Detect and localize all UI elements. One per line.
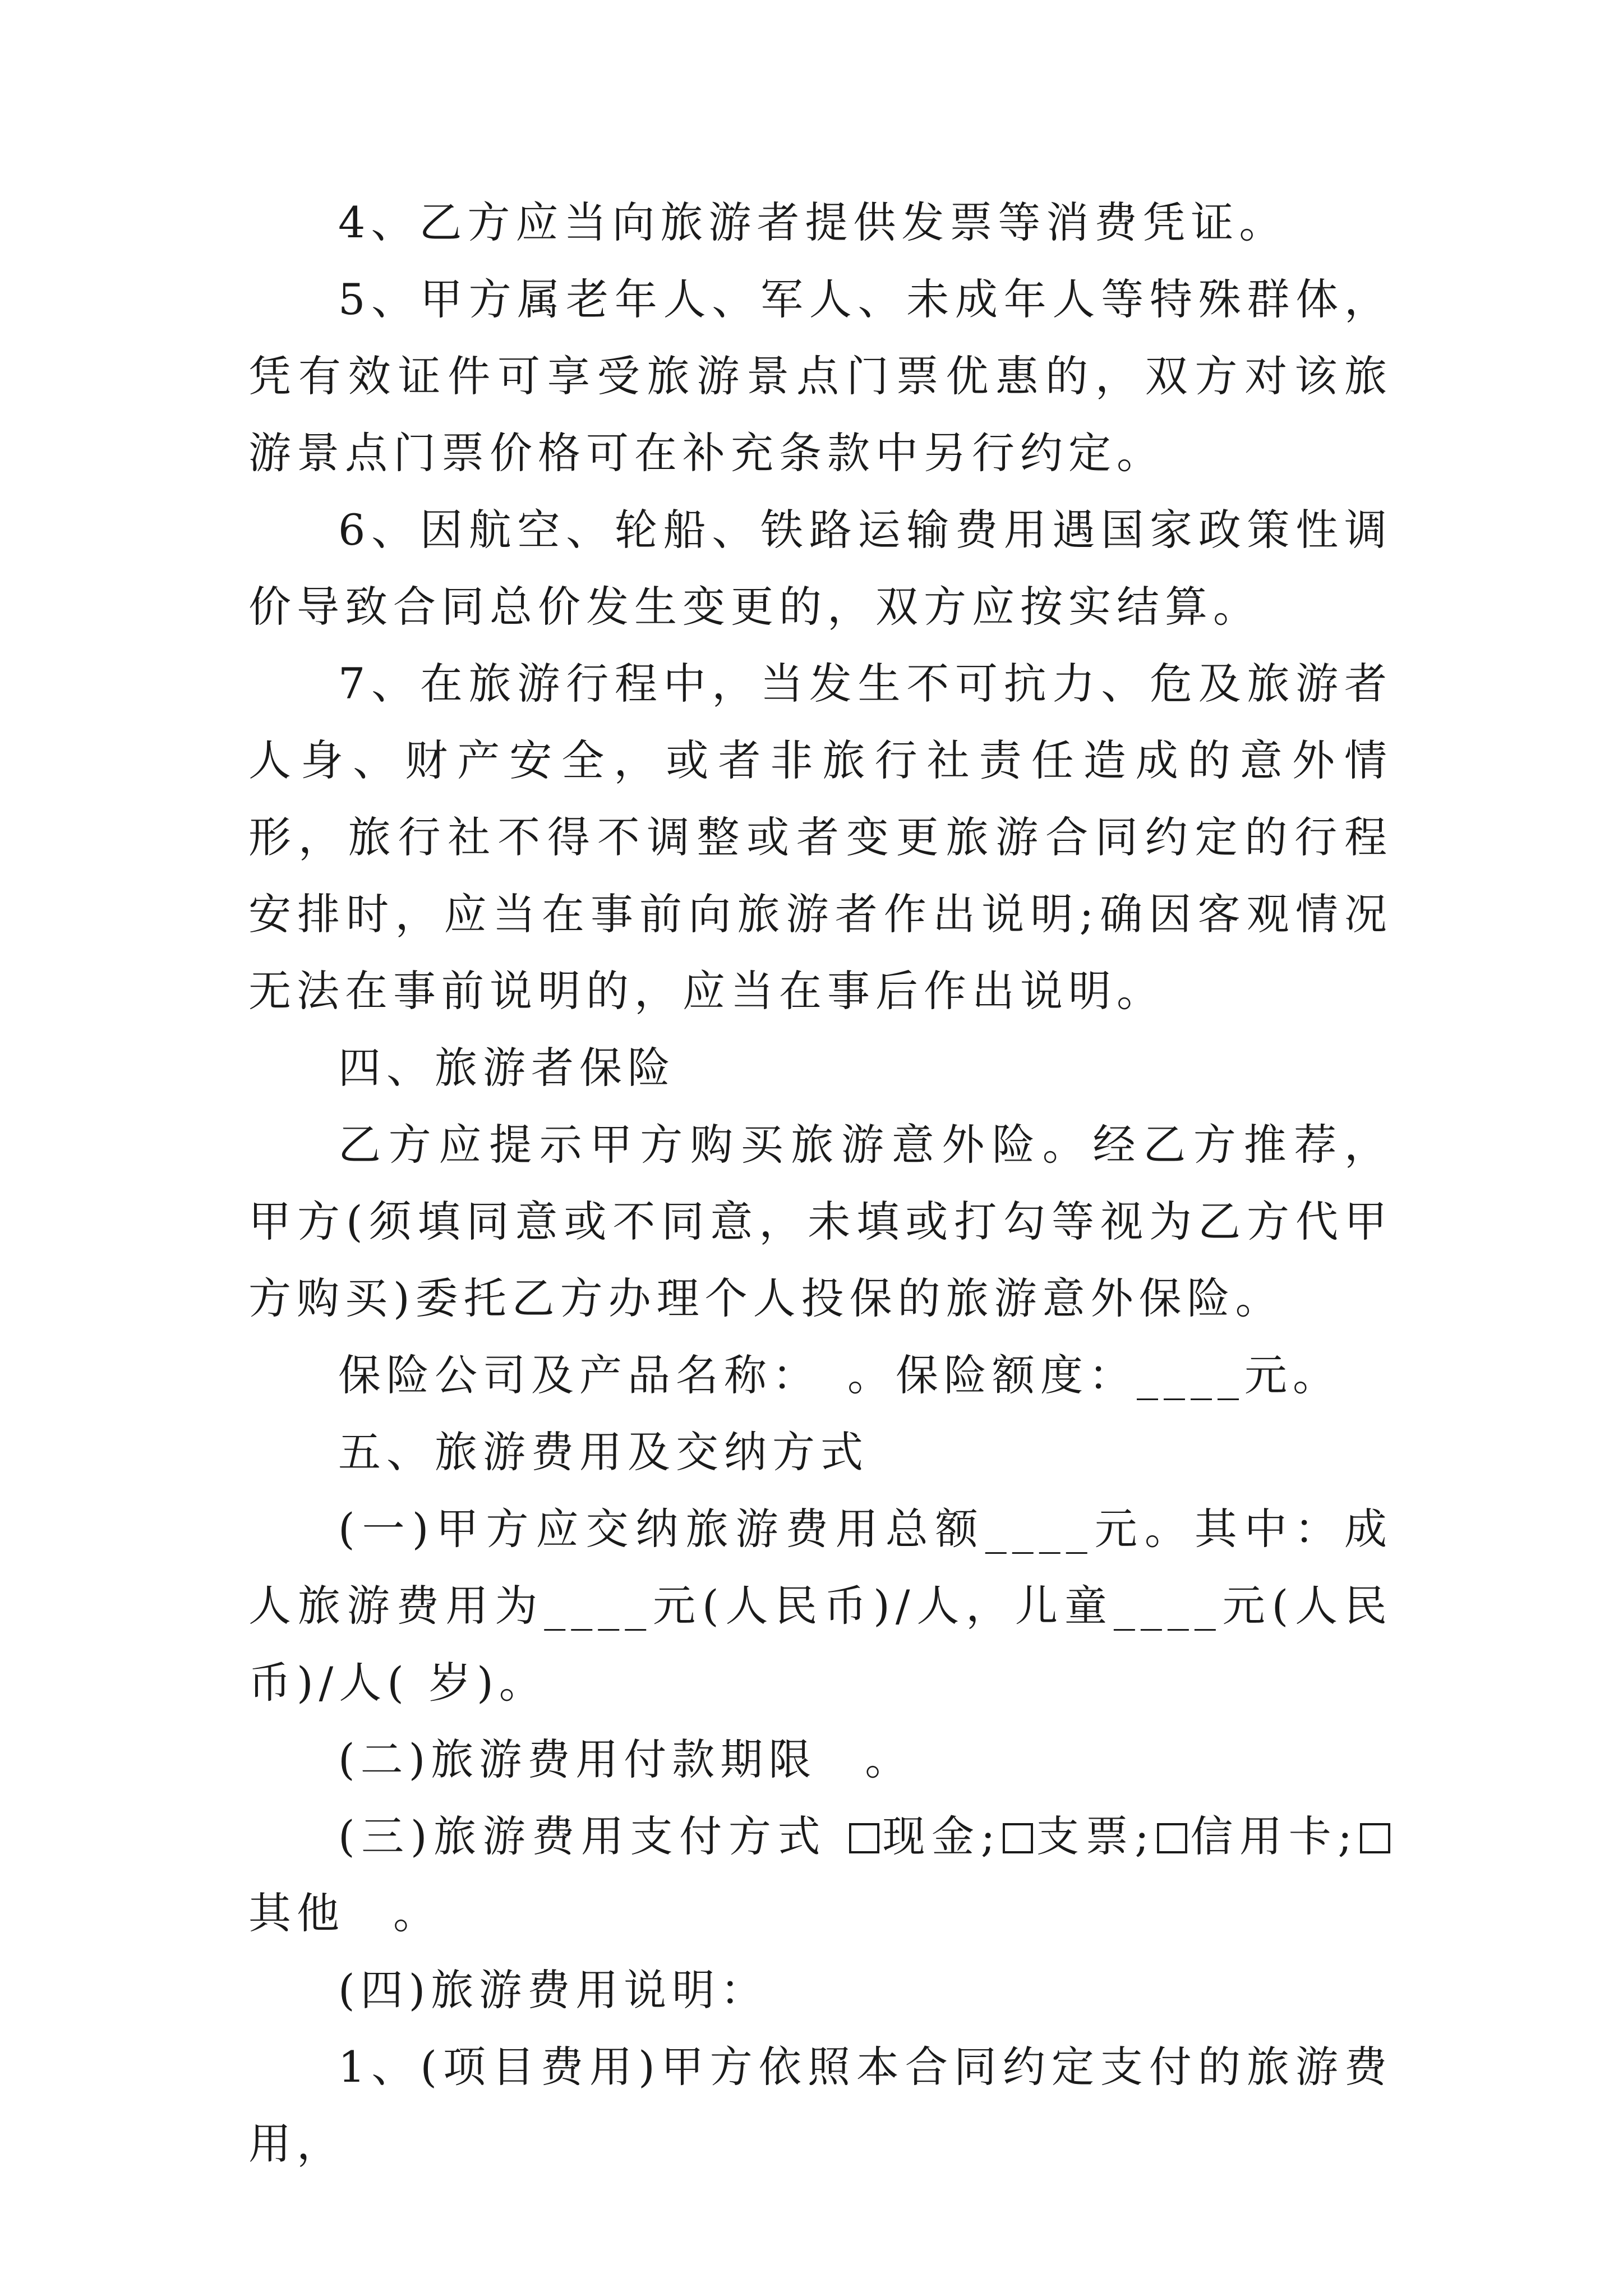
paragraph-invoice: 4、乙方应当向旅游者提供发票等消费凭证。 bbox=[338, 197, 1288, 247]
paragraph-force-majeure: 7、在旅游行程中，当发生不可抗力、危及旅游者人身、财产安全，或者非旅行社责任造成的意外情形，旅行社不得不调整或者变更旅游合同约定的行程安排时，应当在事前向旅游者作出说明;确因客观情况无法在事前说明的，应当在事后作出说明。 bbox=[248, 659, 1393, 1016]
paragraph-special-groups: 5、甲方属老年人、军人、未成年人等特殊群体，凭有效证件可享受旅游景点门票优惠的，双方对该旅游景点门票价格可在补充条款中另行约定。 bbox=[248, 274, 1393, 478]
section-heading-insurance: 四、旅游者保险 bbox=[338, 1043, 676, 1093]
paragraph-payment-method bbox=[248, 1798, 1393, 1952]
option-other-label: 其他 。 bbox=[248, 1888, 441, 1938]
paragraph-fee-total: (一)甲方应交纳旅游费用总额____元。其中：成人旅游费用为____元(人民币)/人，儿童____元(人民币)/人( 岁)。 bbox=[248, 1504, 1393, 1708]
checkbox-credit-card[interactable] bbox=[1157, 1823, 1187, 1853]
option-cash-label: 现金; bbox=[881, 1811, 1001, 1861]
paragraph-price-adjustment: 6、因航空、轮船、铁路运输费用遇国家政策性调价导致合同总价发生变更的，双方应按实结算。 bbox=[248, 505, 1393, 632]
option-credit-card-label: 信用卡; bbox=[1189, 1811, 1358, 1861]
option-check-label: 支票; bbox=[1035, 1811, 1155, 1861]
paragraph-fee-notes: (四)旅游费用说明： bbox=[338, 1965, 769, 2015]
paragraph-item-fees: 1、(项目费用)甲方依照本合同约定支付的旅游费用， bbox=[248, 2042, 1393, 2169]
checkbox-check[interactable] bbox=[1003, 1823, 1033, 1853]
paragraph-payment-deadline: (二)旅游费用付款期限 。 bbox=[338, 1734, 914, 1784]
checkbox-cash[interactable] bbox=[849, 1823, 879, 1853]
paragraph-insurance-advice: 乙方应提示甲方购买旅游意外险。经乙方推荐，甲方(须填同意或不同意，未填或打勾等视为乙方代甲方购买)委托乙方办理个人投保的旅游意外保险。 bbox=[248, 1120, 1393, 1323]
payment-method-label: (三)旅游费用支付方式 bbox=[338, 1811, 847, 1861]
checkbox-other[interactable] bbox=[1360, 1823, 1390, 1853]
section-heading-fees: 五、旅游费用及交纳方式 bbox=[338, 1427, 869, 1477]
paragraph-insurance-company: 保险公司及产品名称： 。保险额度：____元。 bbox=[338, 1350, 1341, 1400]
document-body bbox=[248, 184, 1393, 2182]
